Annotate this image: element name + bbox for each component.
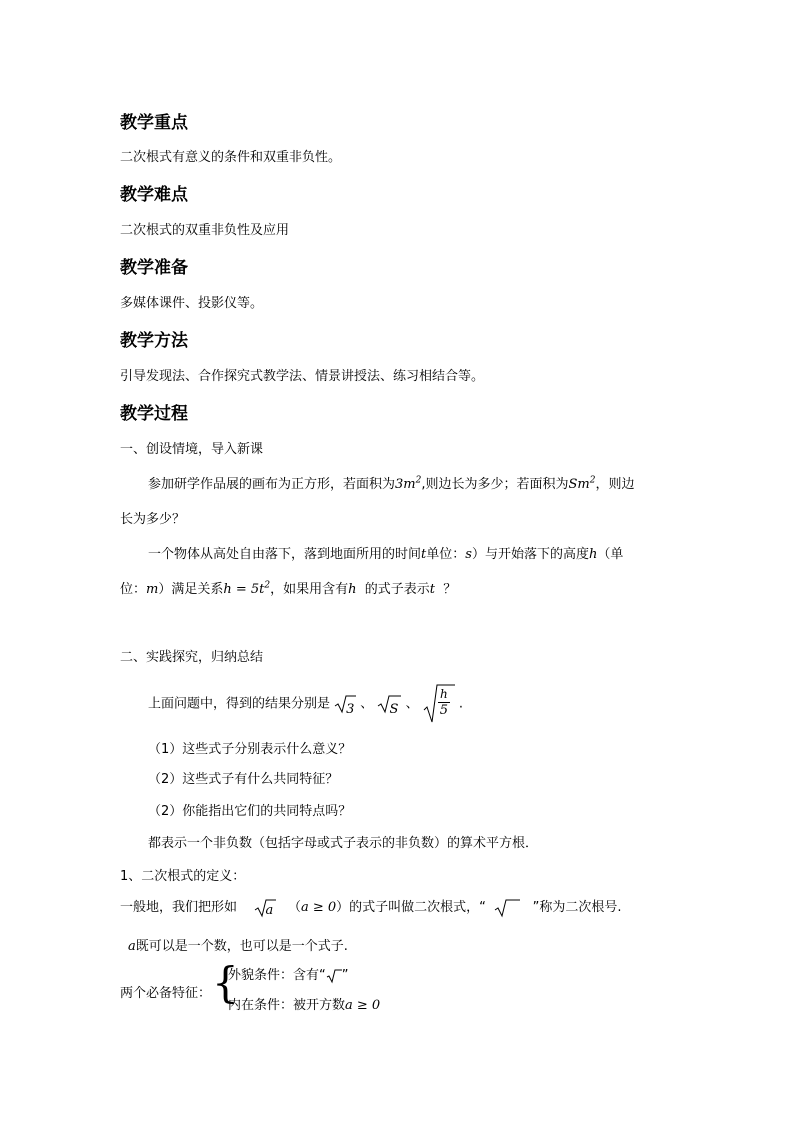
part2-title: 二、实践探究，归纳总结 bbox=[120, 650, 264, 665]
features-label: 两个必备特征： bbox=[120, 986, 212, 1001]
process-heading: 教学过程 bbox=[120, 404, 188, 424]
sqrt-3-expression: 3 bbox=[334, 694, 356, 714]
brace-icon: { bbox=[212, 958, 239, 1007]
prep-heading: 教学准备 bbox=[120, 258, 188, 278]
sqrt-fraction-expression: $\frac{h}{5}$ bbox=[423, 684, 455, 724]
key-points-heading: 教学重点 bbox=[120, 113, 188, 133]
results-line: 上面问题中，得到的结果分别是 3 、 S 、 $\frac{h}{5}$ . bbox=[148, 684, 463, 724]
method-heading: 教学方法 bbox=[120, 331, 188, 351]
key-points-text: 二次根式有意义的条件和双重非负性。 bbox=[120, 150, 342, 165]
definition-note: a既可以是一个数，也可以是一个式子. bbox=[128, 939, 348, 954]
difficulty-text: 二次根式的双重非负性及应用 bbox=[120, 223, 290, 238]
feature-2: 内在条件：被开方数a ≥ 0 bbox=[228, 998, 381, 1013]
question2-line2: 位：m）满足关系$h = 5t^2$，如果用含有h 的式子表示t ？ bbox=[120, 580, 457, 597]
question1-line2: 长为多少？ bbox=[120, 512, 186, 527]
ask-3: （2）你能指出它们的共同特点吗？ bbox=[148, 804, 352, 819]
question2-line1: 一个物体从高处自由落下，落到地面所用的时间t单位：s）与开始落下的高度h（单 bbox=[148, 547, 624, 562]
q1-text-b: ,则边长为多少；若面积为 bbox=[421, 477, 569, 492]
radical-sign-icon bbox=[326, 968, 342, 984]
q1-text-c: ，则边 bbox=[595, 477, 635, 492]
q1-area-2: Sm$^2$ bbox=[568, 475, 596, 492]
method-text: 引导发现法、合作探究式教学法、情景讲授法、练习相结合等。 bbox=[120, 369, 485, 384]
radical-symbol bbox=[494, 898, 520, 918]
answer-text: 都表示一个非负数（包括字母或式子表示的非负数）的算术平方根． bbox=[148, 836, 539, 851]
q1-area-1: $3m^2$ bbox=[395, 475, 422, 492]
radical-symbol bbox=[326, 968, 342, 984]
radical-sign-icon bbox=[494, 898, 520, 918]
question1-line1 bbox=[148, 473, 634, 492]
prep-text: 多媒体课件、投影仪等。 bbox=[120, 296, 264, 311]
feature-1: 外貌条件：含有“ ” bbox=[228, 968, 349, 983]
definition-line: 一般地，我们把形如 a （a ≥ 0）的式子叫做二次根式，“ ”称为二次根号. bbox=[120, 897, 621, 919]
q1-text-a: 参加研学作品展的画布为正方形，若面积为 bbox=[148, 477, 396, 492]
part1-title: 一、创设情境，导入新课 bbox=[120, 442, 264, 457]
definition-title: 1、二次根式的定义： bbox=[120, 869, 246, 884]
sqrt-a-expression: a bbox=[254, 898, 276, 918]
ask-1: （1）这些式子分别表示什么意义？ bbox=[148, 742, 352, 757]
difficulty-heading: 教学难点 bbox=[120, 185, 188, 205]
sqrt-s-expression: S bbox=[377, 694, 401, 714]
q2-equation: $h = 5t^2$ bbox=[223, 580, 271, 597]
ask-2: （2）这些式子有什么共同特征？ bbox=[148, 772, 339, 787]
